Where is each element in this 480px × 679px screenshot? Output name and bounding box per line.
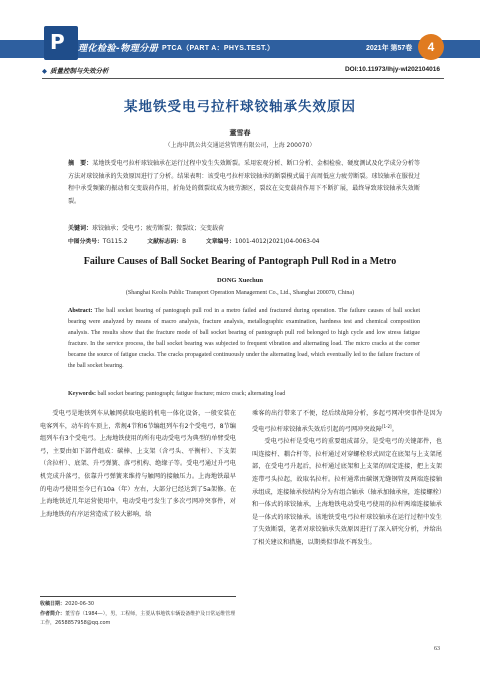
affiliation-cn: （上海申凯公共交通运营管理有限公司，上海 200070） — [164, 142, 316, 149]
abstract-en — [68, 306, 420, 372]
journal-logo — [44, 26, 78, 60]
abstract-en-text: The ball socket bearing of pantograph pull rod in a metro failed and fractured during operation. The failure causes of ball socket bearing were analyzed by means of macro analysis, fracture analysis, metallographic examination, hardness test and chemical composition analysis. The results show that the fracture mode of ball socket bearing of pantograph pull rod belonged to high cycle and low stress fatigue fracture. In the service process, the ball socket bearing was subjected to frequent vibration and alternating load. The micro cracks at the corner became the source of fatigue cracks. The cracks propagated continuously under the alternating load, which eventually led to the failure fracture of the ball socket bearing. — [68, 308, 420, 369]
footnote — [40, 600, 236, 629]
article-number: 文章编号：1001-4012(2021)04-0063-04 — [205, 239, 320, 245]
body-left-column — [40, 408, 236, 521]
section-label — [42, 66, 109, 75]
keywords-en — [68, 391, 420, 397]
paper-title-cn: 某地铁受电弓拉杆球铰轴承失效原因 — [124, 99, 356, 115]
header-divider — [42, 78, 444, 79]
received-date: 收稿日期：2020-06-30 — [40, 601, 95, 607]
journal-name: 理化检验-物理分册 — [78, 44, 159, 54]
author-en: DONG Xuechun — [216, 277, 264, 284]
body-paragraph: 受电弓拉杆是受电弓的重要组成部分，是受电弓的关键部件，也叫连接杆、耦合杆等，拉杆通过对穿螺栓形式固定在底架与上支架尾部，在受电弓升起后，拉杆通过底架和上支架的固定连接，把上支架连带弓头拉起，故取名拉杆。拉杆通常由碳钢无缝钢管及两端连接轴承组成，连接轴承按结构分为有组合轴承（轴承加轴承座，连接螺栓）和一体式的球铰轴承，上海地铁电动受电弓使用的拉杆两端连接轴承是一体式的球铰轴承。该地铁受电弓拉杆球铰轴承在运行过程中发生了失效断裂，笔者对球铰轴承失效原因进行了深入研究分析，并给出了相关建议和措施，以期类似事故不再发生。 — [252, 438, 442, 546]
paper-title-en: Failure Causes of Ball Socket Bearing of Pantograph Pull Rod in a Metro — [83, 256, 397, 267]
body-paragraph: 受电弓是地铁列车从触网获取电能的机电一体化设备，一般安装在电客列车，动车的车顶上，常规4节和6节编组列车有2个受电弓，8节编组列车有3个受电弓。上海地铁使用的所有电动受电弓为典型的单臂受电弓，主要由如下部件组成：碳棒、上支架（含弓头、平衡杆）、下支架（含拉杆）、底架、升弓弹簧、落弓机构、绝缘子等。受电弓通过升弓电机完成升落弓，依靠升弓弹簧来维持与触网的接触压力。上海地铁最早的电动弓使用至今已有10a（年）左右，大部分已经达到了5a架修。在上海地铁近几年运营使用中，电动受电弓发生了多次弓网冲突事件，对上海地铁的有序运营造成了较大影响，给 — [40, 410, 236, 518]
affiliation-en: (Shanghai Keolis Public Transport Operation Management Co., Ltd., Shanghai 200070, China) — [125, 290, 355, 296]
body-right-column — [252, 408, 442, 550]
section-bullet-icon: ◆ — [42, 67, 47, 75]
classification-cn — [68, 236, 420, 245]
author-cn: 董雪春 — [229, 129, 251, 137]
page-number: 63 — [434, 646, 440, 652]
keywords-cn-text: 球铰轴承；受电弓；疲劳断裂；微裂纹；交变载荷 — [92, 225, 225, 232]
abstract-cn — [68, 158, 420, 208]
author-bio: 作者简介：董雪春（1984—），男，工程师，主要从事地铁车辆设备维护及日常运维管理工作，2658857958@qq.com — [40, 610, 236, 626]
abstract-en-label: Abstract: — [68, 308, 93, 314]
keywords-en-label: Keywords: — [68, 391, 96, 397]
abstract-cn-text: 某地铁受电弓拉杆球铰轴承在运行过程中发生失效断裂。采用宏观分析、断口分析、金相检验、硬度测试及化学成分分析等方法对球铰轴承的失效原因进行了分析。结果表明：该受电弓拉杆球铰轴承的断裂模式属于高周低应力疲劳断裂。球铰轴承在服役过程中承受频繁的振动和交变载荷作用，折角处的微裂纹成为疲劳源区，裂纹在交变载荷作用下不断扩展，最终导致球铰轴承失效断裂。 — [68, 160, 420, 205]
document-code: 文献标志码：B — [147, 239, 187, 245]
journal-part: PTCA（PART A：PHYS.TEST.） — [162, 45, 275, 52]
keywords-en-text: ball socket bearing; pantograph; fatigue fracture; micro crack; alternating load — [97, 391, 286, 397]
section-label-text: 质量控制与失效分析 — [50, 67, 109, 75]
abstract-cn-label: 摘 要： — [68, 160, 93, 167]
clc-number: 中图分类号：TG115.2 — [68, 239, 128, 245]
body-paragraph: 乘客的出行带来了不便，经后续故障分析，多起弓网冲突事件是因为受电弓拉杆球铰轴承失效后引起的弓网冲突故障[1-2]。 — [252, 410, 442, 433]
issue-number-badge: 4 — [418, 34, 444, 60]
journal-year-volume: 2021年 第57卷 — [366, 45, 413, 52]
footnote-divider — [40, 596, 236, 597]
doi: DOI:10.11973/lhjy-wl202104016 — [344, 66, 440, 73]
journal-logo-glyph: P — [50, 30, 65, 54]
keywords-cn-label: 关键词： — [68, 225, 93, 232]
citation: [1-2] — [381, 423, 392, 429]
keywords-cn — [68, 223, 420, 235]
